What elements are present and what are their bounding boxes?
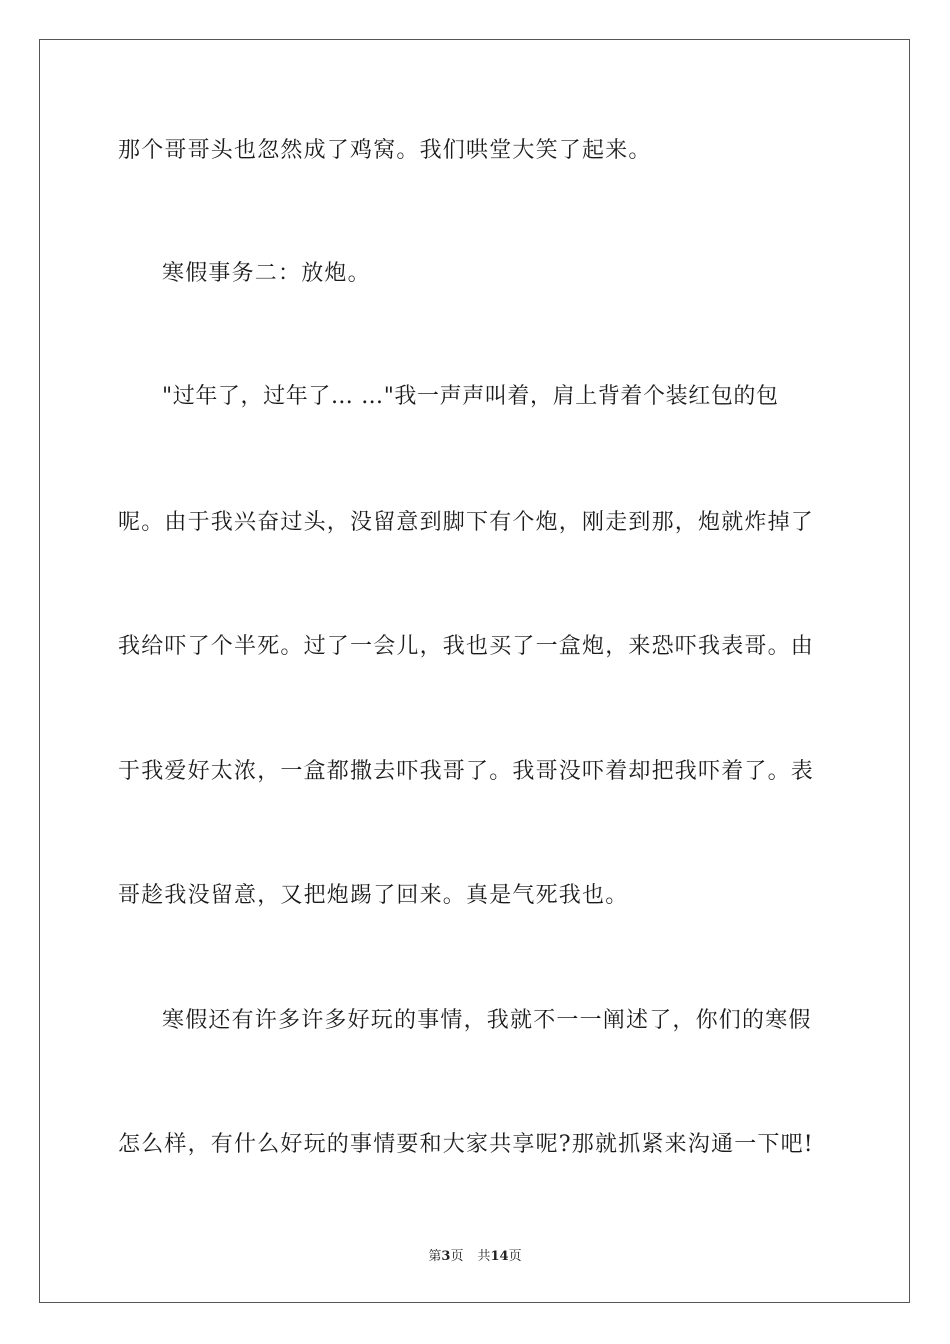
total-page-count: 14 [490, 1249, 509, 1264]
paragraph-line: 那个哥哥头也忽然成了鸡窝。我们哄堂大笑了起来。 [118, 138, 652, 163]
paragraph-line: 哥趁我没留意，又把炮踢了回来。真是气死我也。 [118, 883, 629, 908]
current-page-number: 3 [441, 1249, 451, 1264]
paragraph-line: "过年了，过年了… …"我一声声叫着，肩上背着个装红包的包 [162, 384, 779, 409]
page-border [39, 39, 910, 1303]
total-suffix: 页 [508, 1249, 522, 1264]
total-prefix: 共 [477, 1249, 491, 1264]
paragraph-line: 于我爱好太浓，一盒都撒去吓我哥了。我哥没吓着却把我吓着了。表 [118, 759, 815, 784]
paragraph-line: 我给吓了个半死。过了一会儿，我也买了一盒炮，来恐吓我表哥。由 [118, 634, 815, 659]
page-footer [0, 1248, 950, 1266]
section-heading: 寒假事务二：放炮。 [162, 261, 371, 286]
paragraph-line: 寒假还有许多许多好玩的事情，我就不一一阐述了，你们的寒假 [162, 1008, 812, 1033]
page-suffix: 页 [450, 1249, 464, 1264]
paragraph-line: 呢。由于我兴奋过头，没留意到脚下有个炮，刚走到那，炮就炸掉了 [118, 510, 815, 535]
page-prefix: 第 [428, 1249, 442, 1264]
paragraph-line: 怎么样，有什么好玩的事情要和大家共享呢?那就抓紧来沟通一下吧! [118, 1132, 814, 1157]
